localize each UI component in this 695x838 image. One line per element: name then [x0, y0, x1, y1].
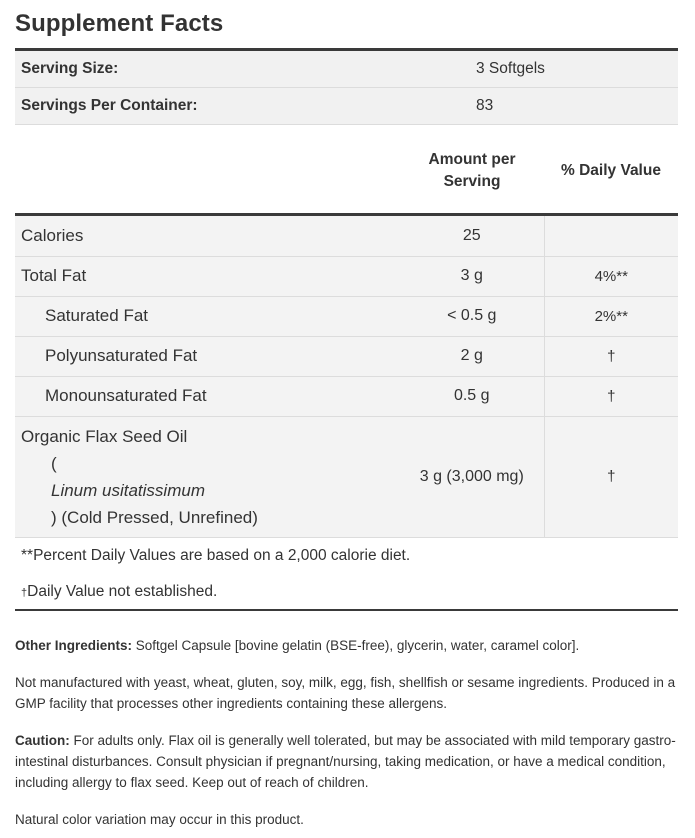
nutrient-daily-value: 2%**: [544, 296, 678, 336]
other-ingredients-label: Other Ingredients:: [15, 637, 133, 653]
serving-table: [15, 51, 678, 125]
daily-value-header: % Daily Value: [561, 162, 661, 179]
panel-title: Supplement Facts: [15, 10, 224, 37]
supplement-facts-panel: [15, 0, 678, 830]
nutrient-daily-value: 4%**: [544, 256, 678, 296]
nutrient-name: Total Fat: [15, 256, 400, 296]
other-ingredients: [15, 635, 678, 656]
dagger-symbol: †: [21, 586, 28, 599]
nutrient-daily-value: †: [544, 376, 678, 416]
nutrient-amount: 3 g: [400, 256, 544, 296]
nutrient-name: Monounsaturated Fat: [15, 376, 400, 416]
nutrient-header-blank: [15, 125, 400, 213]
nutrient-name: Polyunsaturated Fat: [15, 336, 400, 376]
percent-footnote: **Percent Daily Values are based on a 2,000 calorie diet.: [21, 546, 411, 564]
caution-label: Caution:: [15, 732, 70, 748]
nutrient-amount: 0.5 g: [400, 376, 544, 416]
nutrient-header-row: [15, 125, 678, 213]
other-ingredients-text: Softgel Capsule [bovine gelatin (BSE-free), glycerin, water, caramel color].: [132, 637, 580, 653]
nutrient-row-total-fat: [15, 256, 678, 296]
flax-seed-oil-name: [15, 416, 400, 537]
nutrient-amount: 25: [400, 216, 544, 256]
nutrient-name: Saturated Fat: [15, 296, 400, 336]
flax-line-2: (: [51, 453, 57, 473]
caution-text: For adults only. Flax oil is generally well tolerated, but may be associated with mild temporary gastro-intestinal disturbances. Consult physician if pregnant/nursing, taking medication, or have a medical condition, including allergy to flax seed. Keep out of reach of children.: [15, 732, 676, 790]
amount-per-serving-header: Amount per Serving: [428, 151, 516, 190]
flax-line-4: ) (Cold Pressed, Unrefined): [51, 507, 258, 527]
nutrient-table: [15, 125, 678, 538]
servings-per-container-value: 83: [476, 88, 678, 125]
servings-per-container-label: Servings Per Container:: [15, 88, 476, 125]
nutrient-name: Calories: [15, 216, 400, 256]
nutrient-daily-value: [544, 216, 678, 256]
nutrient-daily-value: †: [544, 336, 678, 376]
flax-line-1: Organic Flax Seed Oil: [21, 426, 188, 446]
nutrient-daily-value: †: [544, 416, 678, 537]
nutrient-amount: 2 g: [400, 336, 544, 376]
dagger-footnote-text: Daily Value not established.: [27, 582, 218, 600]
caution-statement: [15, 730, 678, 793]
serving-size-value: 3 Softgels: [476, 51, 678, 88]
color-variation-note: Natural color variation may occur in this product.: [15, 811, 304, 827]
nutrient-row-polyunsaturated-fat: [15, 336, 678, 376]
nutrient-row-monounsaturated-fat: [15, 376, 678, 416]
serving-size-label: Serving Size:: [15, 51, 476, 88]
dagger-footnote: [15, 574, 678, 609]
allergen-statement: Not manufactured with yeast, wheat, gluten, soy, milk, egg, fish, shellfish or sesame ingredients. Produced in a GMP facility that processes other ingredients containing these allergens.: [15, 674, 676, 711]
nutrient-row-saturated-fat: [15, 296, 678, 336]
servings-per-container-row: [15, 88, 678, 125]
flax-latin-name: Linum usitatissimum: [51, 480, 205, 500]
nutrient-row-calories: [15, 216, 678, 256]
nutrient-amount: 3 g (3,000 mg): [400, 416, 544, 537]
nutrient-amount: < 0.5 g: [400, 296, 544, 336]
serving-size-row: [15, 51, 678, 88]
nutrient-row-flax-seed-oil: [15, 416, 678, 537]
